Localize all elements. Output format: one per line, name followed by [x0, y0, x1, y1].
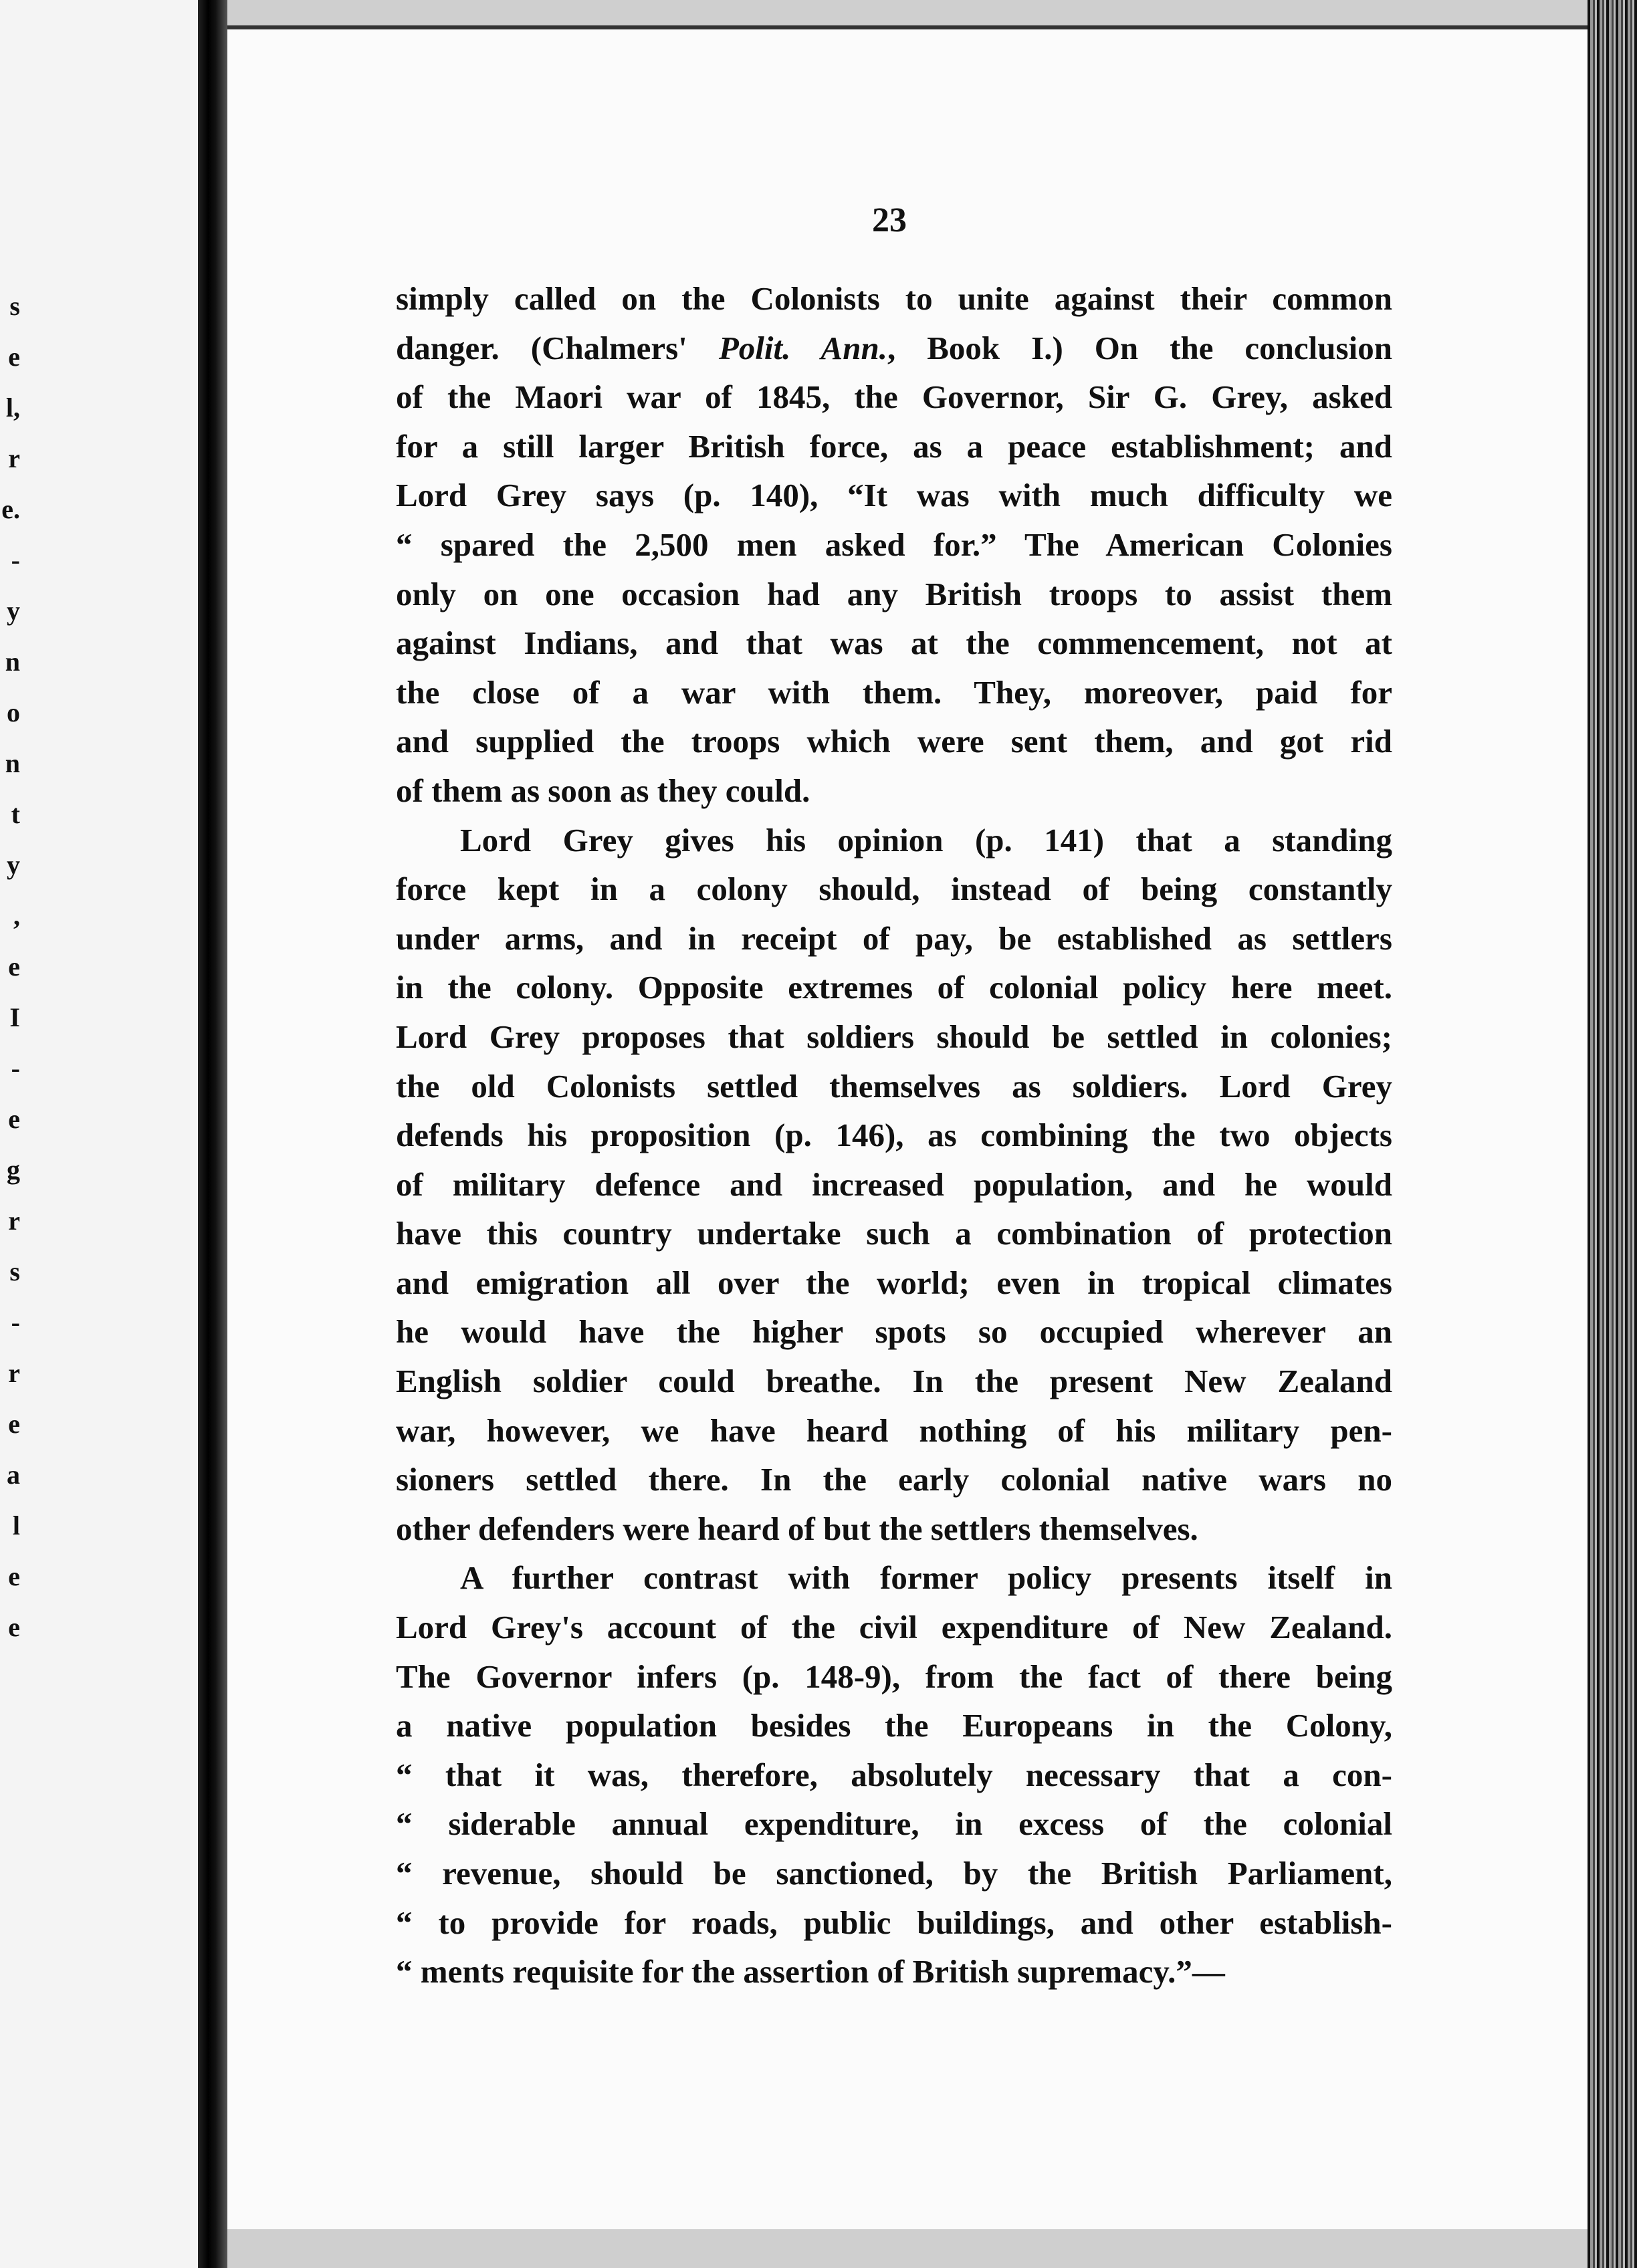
text-line: Lord Grey's account of the civil expenditure of New Zealand.	[396, 1609, 1392, 1646]
text-line: the old Colonists settled themselves as soldiers. Lord Grey	[396, 1067, 1392, 1105]
facing-page-edge	[0, 0, 206, 2268]
text-line: only on one occasion had any British troops to assist them	[396, 575, 1392, 612]
facing-page-fragment: y	[7, 596, 20, 626]
facing-page-fragment: -	[11, 545, 20, 575]
body-text	[396, 274, 1392, 1997]
facing-page-fragment: y	[7, 850, 20, 880]
text-line: the close of a war with them. They, moreover, paid for	[396, 673, 1392, 711]
facing-page-fragment: s	[9, 291, 20, 321]
text-line: a native population besides the Europeans in the Colony,	[396, 1707, 1392, 1744]
text-line: defends his proposition (p. 146), as combining the two objects	[396, 1117, 1392, 1154]
facing-page-fragment: r	[8, 1206, 20, 1236]
book-gutter	[198, 0, 227, 2268]
text-line: simply called on the Colonists to unite against their common	[396, 280, 1392, 317]
facing-page-text-fragments	[0, 281, 20, 1653]
facing-page-fragment: I	[9, 1002, 20, 1032]
paragraph	[396, 816, 1392, 1554]
text-line: of military defence and increased population, and he would	[396, 1165, 1392, 1203]
text-line: English soldier could breathe. In the present New Zealand	[396, 1363, 1392, 1400]
text-line: Lord Grey proposes that soldiers should be settled in colonies;	[396, 1018, 1392, 1055]
text-line: “ spared the 2,500 men asked for.” The American Colonies	[396, 526, 1392, 563]
text-line: under arms, and in receipt of pay, be established as settlers	[396, 919, 1392, 957]
text-line: of them as soon as they could.	[396, 772, 810, 809]
facing-page-fragment: t	[11, 799, 20, 829]
text-line: danger. (Chalmers' Polit. Ann., Book I.) On the conclusion	[396, 329, 1392, 366]
text-line: Lord Grey says (p. 140), “It was with much difficulty we	[396, 477, 1392, 514]
facing-page-fragment: l	[12, 1510, 20, 1541]
facing-page-fragment: r	[8, 1358, 20, 1388]
text-line: Lord Grey gives his opinion (p. 141) that a standing	[460, 821, 1392, 859]
text-line: against Indians, and that was at the commencement, not at	[396, 625, 1392, 662]
facing-page-fragment: l,	[5, 392, 20, 423]
text-line: and emigration all over the world; even in tropical climates	[396, 1264, 1392, 1301]
text-line: “ to provide for roads, public buildings, and other establish-	[396, 1904, 1392, 1941]
facing-page-fragment: r	[8, 443, 20, 473]
facing-page-fragment: -	[11, 1307, 20, 1337]
text-line: have this country undertake such a combination of protection	[396, 1215, 1392, 1252]
text-line: sioners settled there. In the early colonial native wars no	[396, 1461, 1392, 1498]
paragraph	[396, 274, 1392, 816]
facing-page-fragment: e	[8, 951, 20, 982]
text-line: other defenders were heard of but the settlers themselves.	[396, 1510, 1198, 1547]
facing-page-fragment: o	[7, 697, 20, 727]
text-line: “ revenue, should be sanctioned, by the British Parliament,	[396, 1855, 1392, 1892]
text-line: The Governor infers (p. 148-9), from the fact of there being	[396, 1658, 1392, 1695]
facing-page-fragment: -	[11, 1053, 20, 1083]
facing-page-fragment: s	[9, 1256, 20, 1286]
text-line: for a still larger British force, as a peace establishment; and	[396, 427, 1392, 465]
text-line: “ that it was, therefore, absolutely necessary that a con-	[396, 1756, 1392, 1793]
facing-page-fragment: e	[8, 342, 20, 372]
facing-page-fragment: a	[7, 1460, 20, 1490]
text-line: he would have the higher spots so occupied wherever an	[396, 1313, 1392, 1351]
text-line: and supplied the troops which were sent them, and got rid	[396, 723, 1392, 760]
facing-page-fragment: e	[8, 1104, 20, 1134]
facing-page-fragment: ,	[13, 901, 20, 931]
paragraph	[396, 1553, 1392, 1996]
page-number: 23	[872, 201, 907, 239]
text-line: “ ments requisite for the assertion of British supremacy.”—	[396, 1953, 1225, 1991]
facing-page-fragment: e	[8, 1409, 20, 1439]
facing-page-fragment: g	[7, 1155, 20, 1185]
facing-page-fragment: e	[8, 1612, 20, 1642]
facing-page-fragment: e	[8, 1561, 20, 1591]
page-stack-edge	[1588, 0, 1637, 2268]
facing-page-fragment: n	[5, 748, 20, 778]
text-line: war, however, we have heard nothing of his military pen-	[396, 1411, 1392, 1449]
text-line: force kept in a colony should, instead of being constantly	[396, 871, 1392, 908]
text-line: of the Maori war of 1845, the Governor, Sir G. Grey, asked	[396, 378, 1392, 416]
text-line: “ siderable annual expenditure, in excess of the colonial	[396, 1805, 1392, 1843]
facing-page-fragment: n	[5, 647, 20, 677]
facing-page-fragment: e.	[1, 494, 20, 524]
text-line: A further contrast with former policy presents itself in	[460, 1559, 1392, 1597]
text-line: in the colony. Opposite extremes of colonial policy here meet.	[396, 969, 1392, 1006]
